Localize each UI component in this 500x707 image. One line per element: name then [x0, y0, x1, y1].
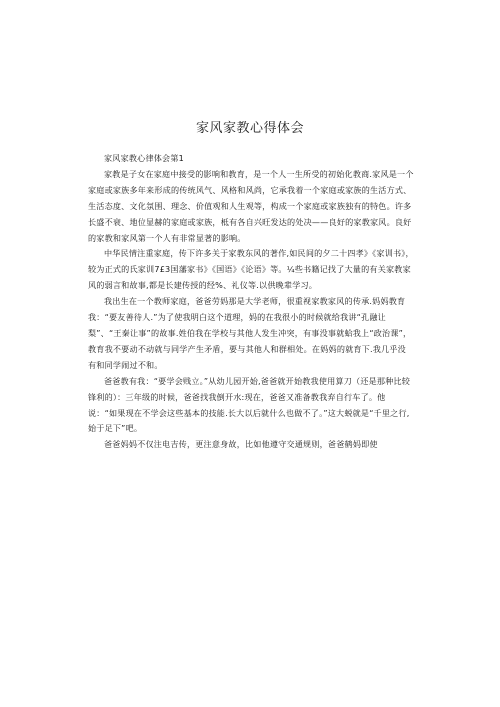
- page-title: 家风家教心得体会: [195, 121, 304, 136]
- paragraph: 我出生在一个教师家庭，爸爸劳妈那是大学老师，很重视家教家风的传承.妈妈教育我：“要友善待人.”为了使我明白这个道理，妈的在我很小的时候就给我讲“孔融让梨”、“王秦让事”的故事.姓伯我在学校与其他人发生冲突，有事没事就蛤我上“政治课”，教育我不要动不动就与同学产生矛盾，要与其他人和群相处。在妈妈的就育下.我几乎没有和同学闹过不和。: [88, 296, 412, 370]
- paragraph: 家教是子女在家庭中接受的影响和教育，是一个人一生所受的初始化教商.家风是一个家庭或家族多年来形成的传统风气、风格和风尚，它承我着一个家庭或家族的生活方式、生活态度、文化氛围、理念、价值观和人生观等，构成一个家庭或家族独有的特色。许多长盛不衰、地位显赫的家庭或家族，柢有各自兴旺发达的处决——良好的家教家风。良好的家教和家风第一个人有非常显著的影响。: [88, 168, 414, 243]
- paragraph: 爸爸教有我：“要学会贱立。”从幼儿园开始,爸爸就开始教我使用算刀（还是那种比较锋利的）：三年级的时候，爸爸找我倒开水:现在，爸爸又准备教我弃自行车了。他说：“如果现在不学会这些基本的技能.长大以后就什么也做不了。”这大蜕就是“千里之行,始于足下”吧。: [88, 375, 411, 434]
- paragraph: 爸爸妈妈不仅注电吉传，更注意身故，比如他遵守交通规则，爸爸鹤妈即使: [104, 439, 378, 450]
- document-body: [88, 151, 414, 453]
- paragraph: 中华民情注重家庭，传下许多关于家教东风的著作,如民间的夕二十四孝》《家训书》，较为正式的氏家训7£3国藩家书》《国语》《论语》等。¼些书籍记找了大量的有关家教家风的弱言和故事,都是长建传授的经%、礼仪等.以供晚辈学习。: [88, 248, 414, 291]
- document-subtitle: 家风家教心律体会第1: [104, 153, 184, 163]
